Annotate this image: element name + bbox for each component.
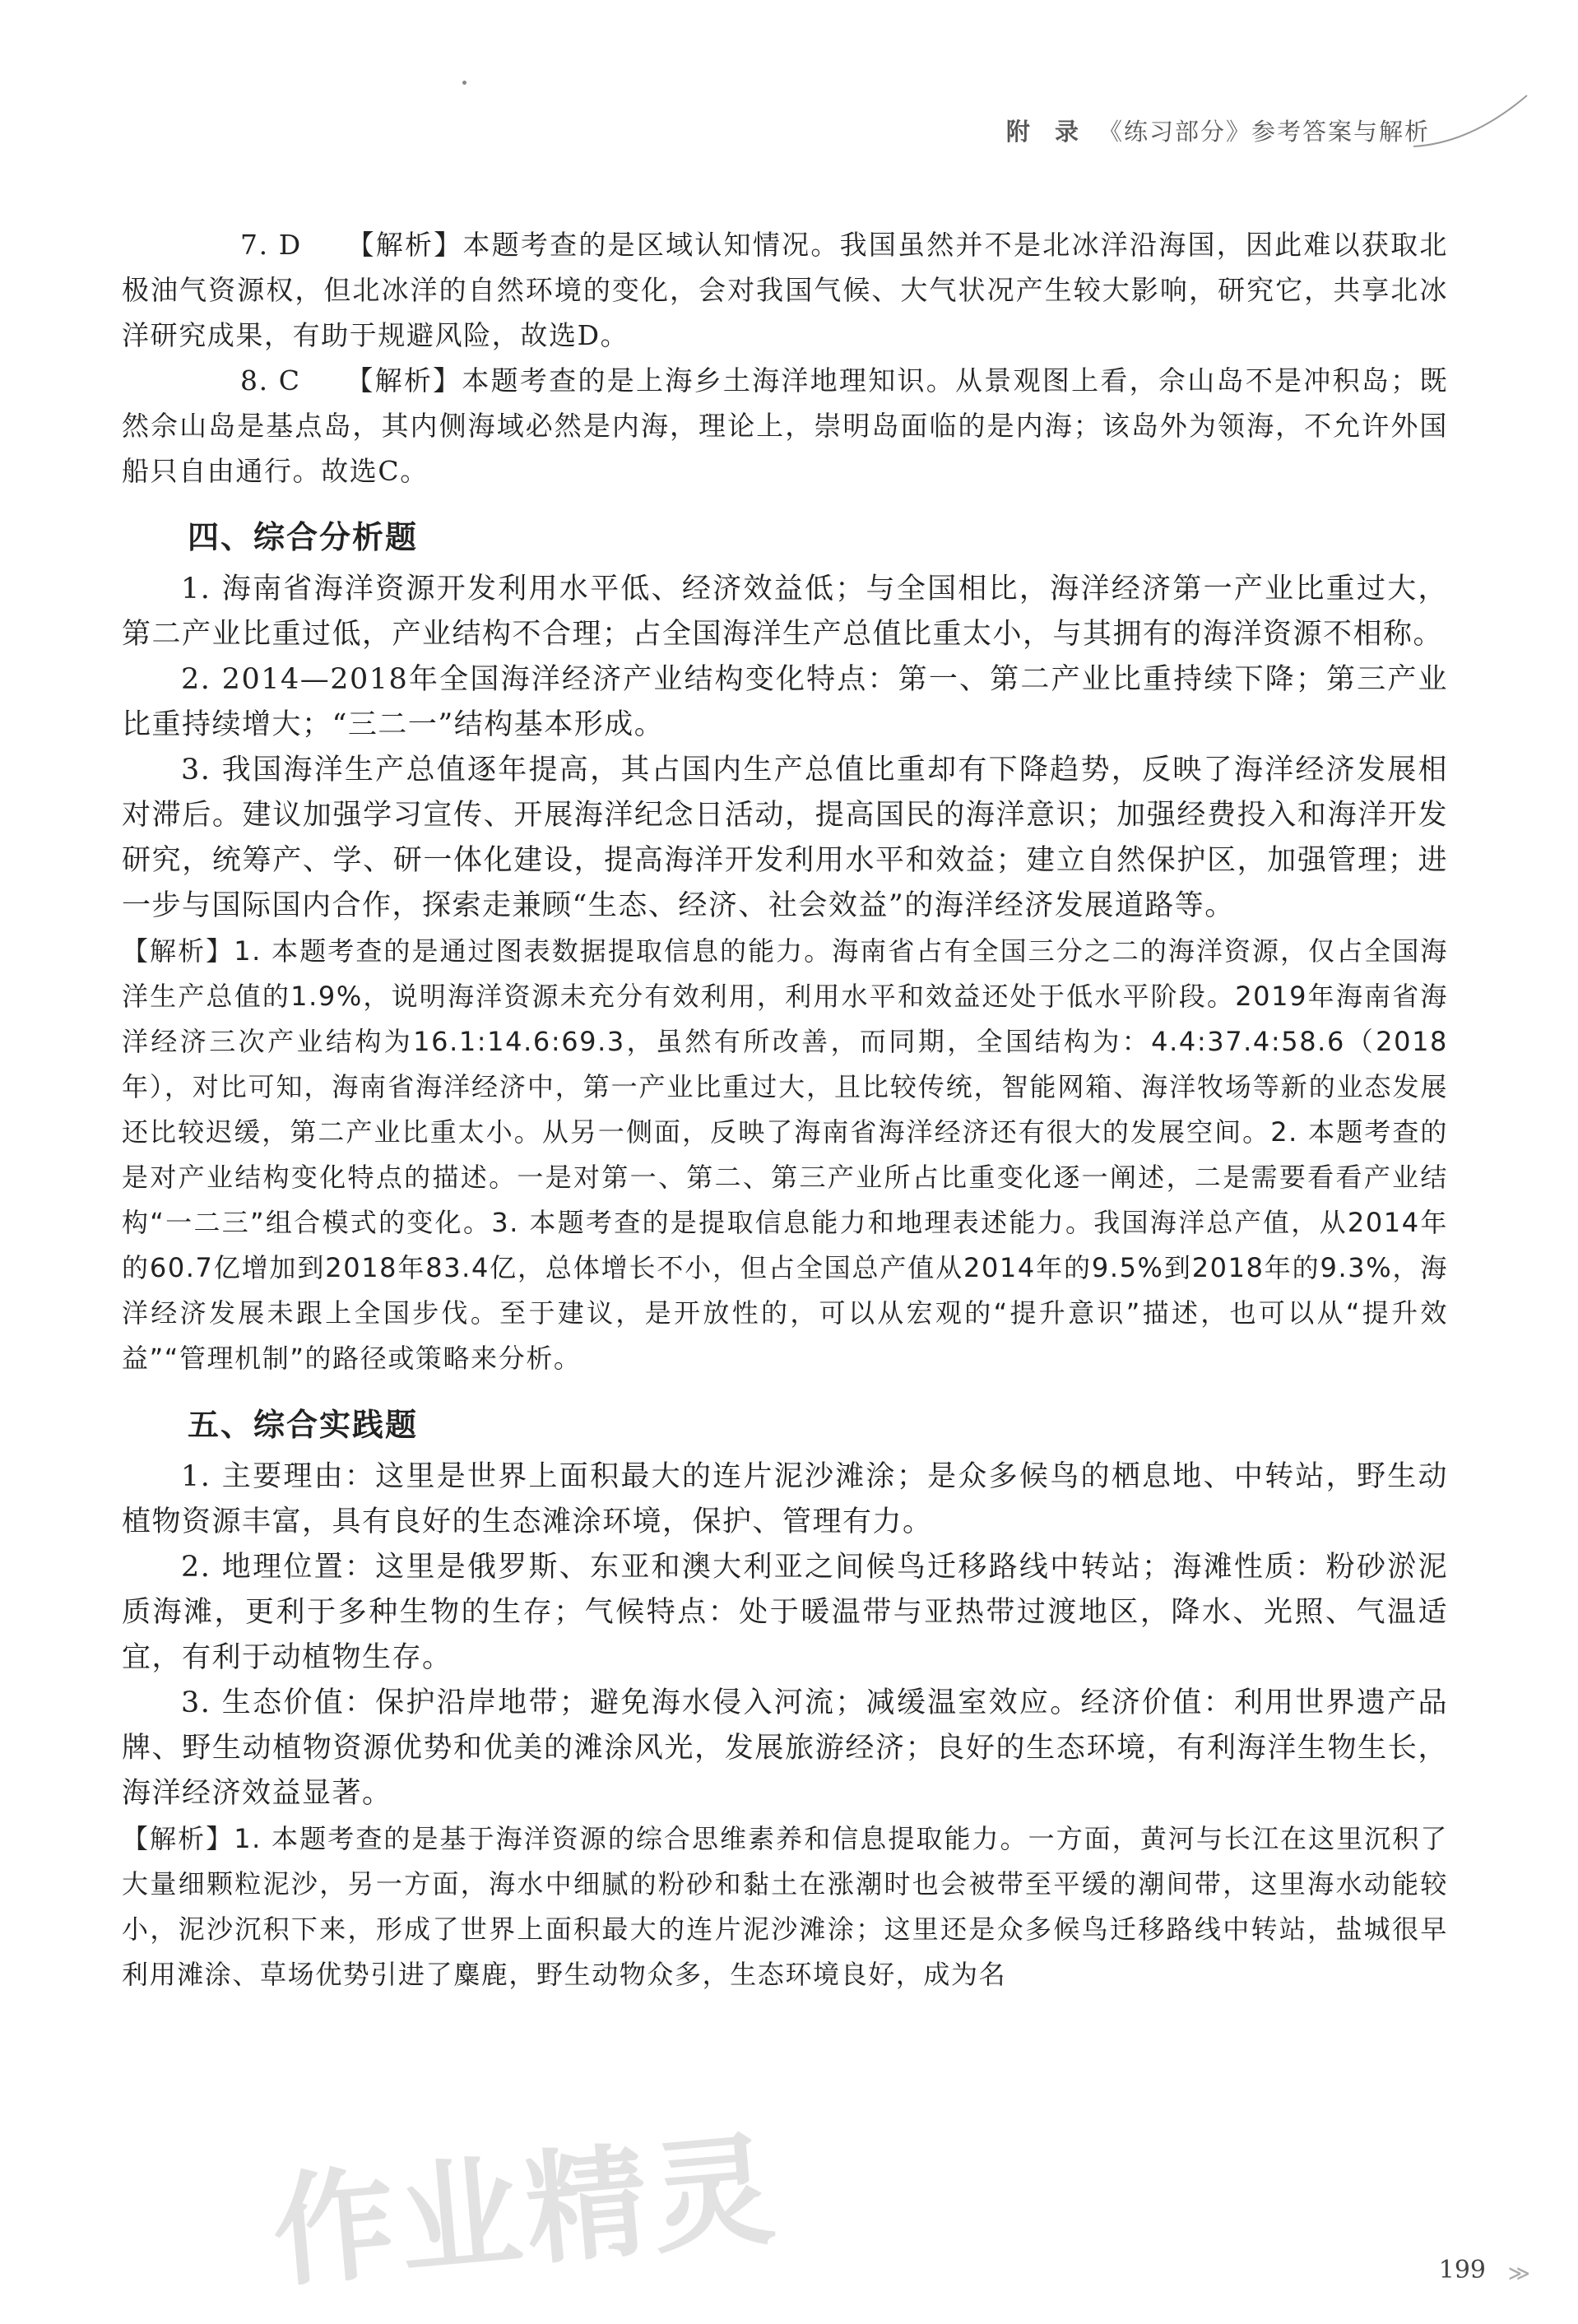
section-4-answer-2: 2. 2014—2018年全国海洋经济产业结构变化特点：第一、第二产业比重持续下降；第三产业比重持续增大；“三二一”结构基本形成。 bbox=[122, 663, 1448, 741]
header-title: 《练习部分》参考答案与解析 bbox=[1098, 118, 1430, 146]
section-4-answer-3: 3. 我国海洋生产总值逐年提高，其占国内生产总值比重却有下降趋势，反映了海洋经济发展相对滞后。建议加强学习宣传、开展海洋纪念日活动，提高国民的海洋意识；加强经费投入和海洋开发研究，统筹产、学、研一体化建设，提高海洋开发利用水平和效益；建立自然保护区，加强管理；进一步与国际国内合作，探索走兼顾“生态、经济、社会效益”的海洋经济发展道路等。 bbox=[122, 754, 1448, 922]
scan-dot bbox=[462, 81, 466, 85]
watermark: 作业精灵 bbox=[267, 2118, 785, 2304]
header-curve-decoration bbox=[1413, 92, 1529, 150]
section-5-answer-3: 3. 生态价值：保护沿岸地带；避免海水侵入河流；减缓温室效应。经济价值：利用世界遗产品牌、野生动植物资源优势和优美的滩涂风光，发展旅游经济；良好的生态环境，有利海洋生物生长，海洋经济效益显著。 bbox=[122, 1686, 1448, 1810]
answer-q7-text: 【解析】本题考查的是区域认知情况。我国虽然并不是北冰洋沿海国，因此难以获取北极油气资源权，但北冰洋的自然环境的变化，会对我国气候、大气状况产生较大影响，研究它，共享北冰洋研究成果，有助于规避风险，故选D。 bbox=[122, 229, 1448, 351]
section-4-answer-1: 1. 海南省海洋资源开发利用水平低、经济效益低；与全国相比，海洋经济第一产业比重过大，第二产业比重过低，产业结构不合理；占全国海洋生产总值比重太小，与其拥有的海洋资源不相称。 bbox=[122, 573, 1448, 651]
section-5-analysis: 【解析】1. 本题考查的是基于海洋资源的综合思维素养和信息提取能力。一方面，黄河与长江在这里沉积了大量细颗粒泥沙，另一方面，海水中细腻的粉砂和黏土在涨潮时也会被带至平缓的潮间带，这里海水动能较小，泥沙沉积下来，形成了世界上面积最大的连片泥沙滩涂；这里还是众多候鸟迁移路线中转站，盐城很早利用滩涂、草场优势引进了麋鹿，野生动物众多，生态环境良好，成为名 bbox=[122, 1823, 1448, 1990]
page-number: 199 bbox=[1438, 2256, 1486, 2285]
section-5-title: 五、综合实践题 bbox=[188, 1407, 419, 1443]
section-4-analysis: 【解析】1. 本题考查的是通过图表数据提取信息的能力。海南省占有全国三分之二的海洋资源，仅占全国海洋生产总值的1.9%，说明海洋资源未充分有效利用，利用水平和效益还处于低水平阶段。2019年海南省海洋经济三次产业结构为16.1:14.6:69.3，虽然有所改善，而同期，全国结构为：4.4:37.4:58.6（2018年），对比可知，海南省海洋经济中，第一产业比重过大，且比较传统，智能网箱、海洋牧场等新的业态发展还比较迟缓，第二产业比重太小。从另一侧面，反映了海南省海洋经济还有很大的发展空间。2. 本题考查的是对产业结构变化特点的描述。一是对第一、第二、第三产业所占比重变化逐一阐述，二是需要看看产业结构“一二三”组合模式的变化。3. 本题考查的是提取信息能力和地理表述能力。我国海洋总产值，从2014年的60.7亿增加到2018年83.4亿，总体增长不小，但占全国总产值从2014年的9.5%到2018年的9.3%，海洋经济发展未跟上全国步伐。至于建议，是开放性的，可以从宏观的“提升意识”描述，也可以从“提升效益”“管理机制”的路径或策略来分析。 bbox=[122, 935, 1448, 1374]
next-page-arrows-icon: ≫ bbox=[1507, 2261, 1527, 2286]
page-content bbox=[122, 222, 1448, 1997]
answer-q8 bbox=[122, 358, 1448, 494]
answer-q7-number: 7. D bbox=[240, 229, 302, 261]
section-4-title: 四、综合分析题 bbox=[188, 519, 419, 555]
running-header bbox=[1006, 114, 1430, 147]
answer-q8-text: 【解析】本题考查的是上海乡土海洋地理知识。从景观图上看，佘山岛不是冲积岛；既然佘山岛是基点岛，其内侧海域必然是内海，理论上，崇明岛面临的是内海；该岛外为领海，不允许外国船只自由通行。故选C。 bbox=[122, 364, 1448, 487]
answer-q7 bbox=[122, 222, 1448, 358]
section-5-answer-2: 2. 地理位置：这里是俄罗斯、东亚和澳大利亚之间候鸟迁移路线中转站；海滩性质：粉砂淤泥质海滩，更利于多种生物的生存；气候特点：处于暖温带与亚热带过渡地区，降水、光照、气温适宜，有利于动植物生存。 bbox=[122, 1551, 1448, 1674]
section-5-answer-1: 1. 主要理由：这里是世界上面积最大的连片泥沙滩涂；是众多候鸟的栖息地、中转站，野生动植物资源丰富，具有良好的生态滩涂环境，保护、管理有力。 bbox=[122, 1460, 1448, 1538]
answer-q8-number: 8. C bbox=[240, 364, 301, 397]
header-label: 附 录 bbox=[1005, 118, 1087, 146]
